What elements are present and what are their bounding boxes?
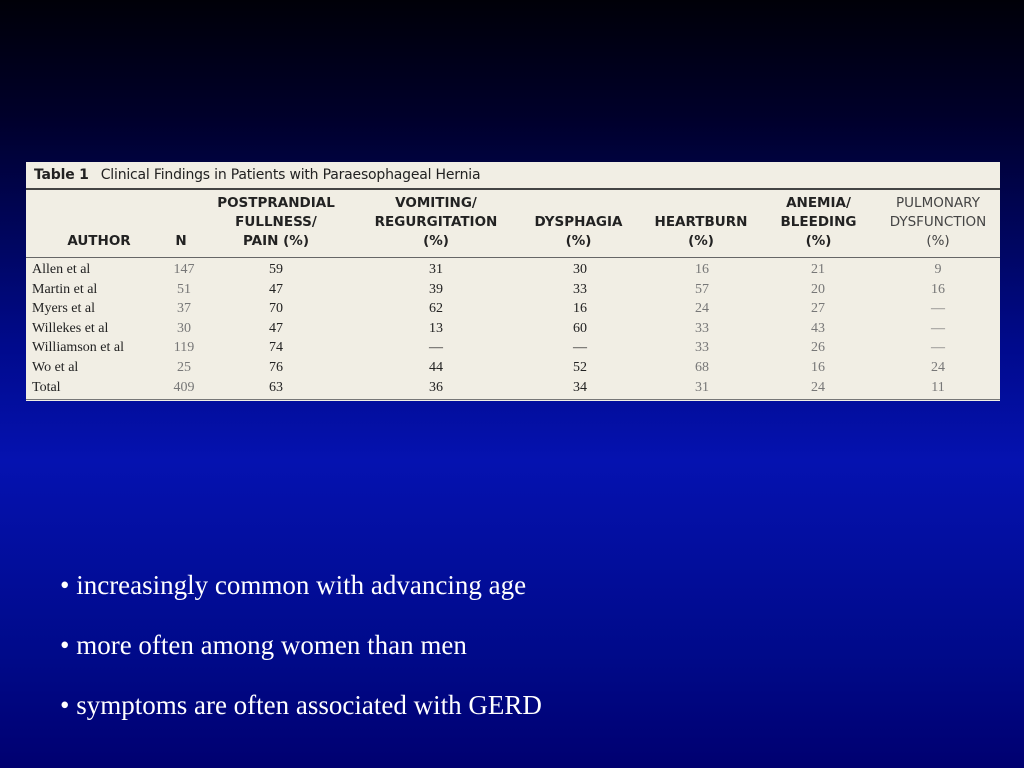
dysphagia-cell: 34 [573, 379, 587, 395]
heartburn-cell: 24 [695, 301, 709, 317]
header-dysphagia: DYSPHAGIA (%) [534, 214, 623, 249]
pulmonary-cell: 16 [931, 281, 945, 297]
vomiting-cell: 36 [429, 379, 443, 395]
postprandial-cell: 70 [269, 301, 283, 317]
header-anemia: ANEMIA/ BLEEDING (%) [780, 195, 857, 249]
vomiting-cell: — [429, 340, 443, 356]
table-bottom-rule [26, 399, 1000, 400]
dysphagia-cell: 16 [573, 301, 587, 317]
vomiting-cell: 13 [429, 320, 443, 336]
table-row [26, 378, 1000, 398]
vomiting-cell: 62 [429, 301, 443, 317]
n-cell: 51 [177, 281, 191, 297]
n-cell: 37 [177, 301, 191, 317]
table-label: Table 1 [34, 167, 89, 183]
vomiting-cell: 39 [429, 281, 443, 297]
heartburn-cell: 33 [695, 320, 709, 336]
anemia-cell: 26 [811, 340, 825, 356]
dysphagia-cell: 33 [573, 281, 587, 297]
bullet-item: • symptoms are often associated with GERD [60, 690, 542, 720]
anemia-cell: 27 [811, 301, 825, 317]
anemia-cell: 43 [811, 320, 825, 336]
author-cell: Wo et al [32, 359, 79, 375]
n-cell: 25 [177, 359, 191, 375]
n-cell: 119 [173, 340, 195, 356]
n-cell: 147 [173, 262, 195, 277]
header-n: N [175, 233, 187, 249]
author-cell: Willekes et al [32, 320, 109, 336]
heartburn-cell: 68 [695, 359, 709, 375]
author-cell: Martin et al [32, 281, 98, 297]
bullet-item: • increasingly common with advancing age [60, 570, 527, 600]
pulmonary-cell: — [931, 320, 945, 336]
header-heartburn: HEARTBURN (%) [654, 214, 748, 249]
table-body [26, 260, 1000, 397]
anemia-cell: 20 [811, 281, 825, 297]
heartburn-cell: 57 [695, 281, 709, 297]
dysphagia-cell: 30 [573, 262, 587, 277]
anemia-cell: 21 [811, 262, 825, 277]
heartburn-cell: 31 [695, 379, 709, 395]
clinical-findings-table [26, 162, 1000, 401]
header-postprandial: POSTPRANDIAL FULLNESS/ PAIN (%) [217, 195, 335, 249]
header-author: AUTHOR [67, 233, 131, 249]
author-cell: Total [32, 379, 61, 395]
pulmonary-cell: 9 [934, 262, 942, 277]
table-header-rule [26, 257, 1000, 258]
table-row [26, 260, 1000, 280]
table-caption [34, 167, 480, 183]
n-cell: 409 [173, 379, 195, 395]
dysphagia-cell: 60 [573, 320, 587, 336]
dysphagia-cell: 52 [573, 359, 587, 375]
pulmonary-cell: 24 [931, 359, 945, 375]
postprandial-cell: 47 [269, 320, 283, 336]
author-cell: Allen et al [32, 262, 91, 277]
postprandial-cell: 76 [269, 359, 283, 375]
heartburn-cell: 16 [695, 262, 709, 277]
postprandial-cell: 63 [269, 379, 283, 395]
header-vomiting: VOMITING/ REGURGITATION (%) [374, 195, 498, 249]
postprandial-cell: 59 [269, 262, 283, 277]
author-cell: Williamson et al [32, 340, 124, 356]
pulmonary-cell: — [931, 340, 945, 356]
table-row [26, 338, 1000, 358]
table-title: Clinical Findings in Patients with Paraesophageal Hernia [100, 167, 481, 183]
table-row [26, 299, 1000, 319]
vomiting-cell: 44 [429, 359, 443, 375]
anemia-cell: 16 [811, 359, 825, 375]
postprandial-cell: 74 [269, 340, 283, 356]
vomiting-cell: 31 [429, 262, 443, 277]
table-row [26, 319, 1000, 339]
table-top-rule [26, 188, 1000, 190]
bullet-item: • more often among women than men [60, 630, 467, 660]
postprandial-cell: 47 [269, 281, 283, 297]
pulmonary-cell: 11 [931, 379, 945, 395]
header-pulmonary: PULMONARY DYSFUNCTION (%) [889, 195, 987, 249]
heartburn-cell: 33 [695, 340, 709, 356]
bullet-list [60, 555, 542, 735]
n-cell: 30 [177, 320, 191, 336]
dysphagia-cell: — [573, 340, 587, 356]
pulmonary-cell: — [931, 301, 945, 317]
author-cell: Myers et al [32, 301, 95, 317]
anemia-cell: 24 [811, 379, 825, 395]
table-row [26, 280, 1000, 300]
table-row [26, 358, 1000, 378]
